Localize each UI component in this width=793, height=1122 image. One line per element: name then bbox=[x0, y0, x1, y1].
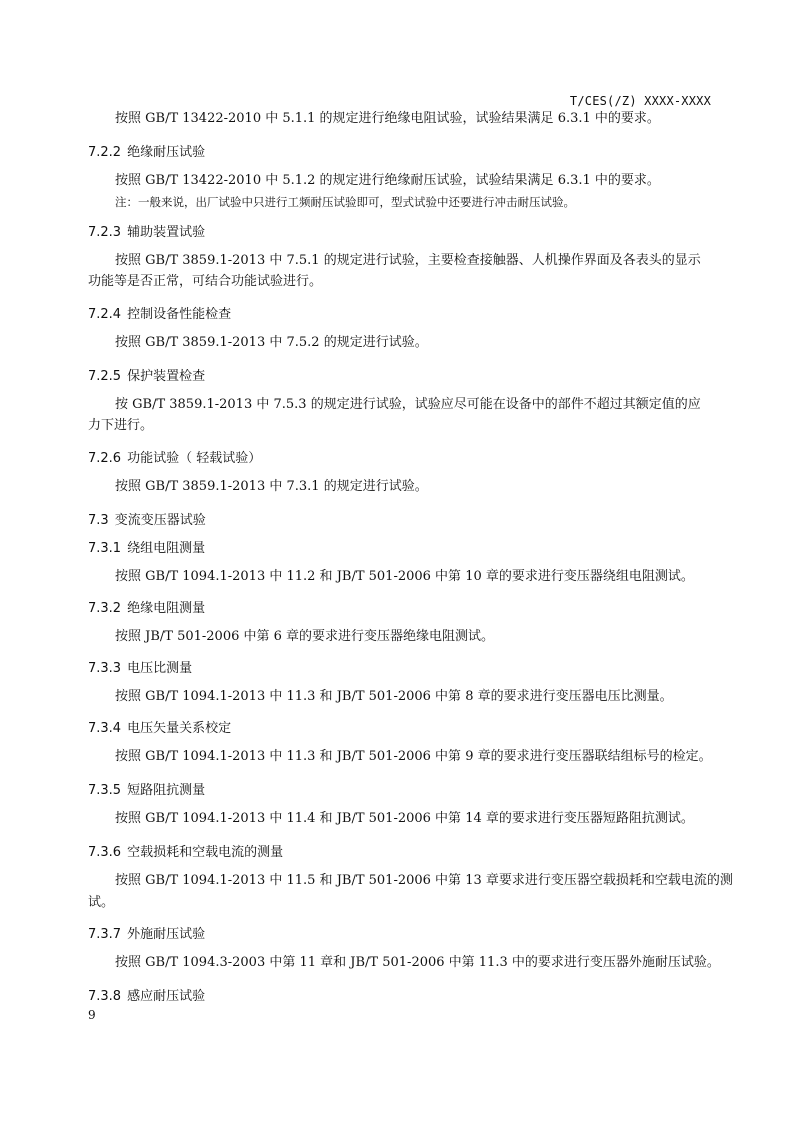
section-number: 7.3.7 bbox=[88, 927, 122, 942]
section-number: 7.3.2 bbox=[88, 601, 122, 616]
paragraph: 按照 GB/T 1094.3-2003 中第 11 章和 JB/T 501-2006 中第 11.3 中的要求进行变压器外施耐压试验。 bbox=[115, 955, 720, 970]
section-heading bbox=[88, 660, 192, 678]
section-heading bbox=[88, 512, 206, 530]
paragraph: 按照 GB/T 1094.1-2013 中 11.3 和 JB/T 501-2006 中第 9 章的要求进行变压器联结组标号的检定。 bbox=[115, 749, 712, 764]
section-heading bbox=[88, 450, 261, 468]
paragraph-continuation: 试。 bbox=[88, 895, 115, 910]
section-title: 变流变压器试验 bbox=[114, 513, 206, 528]
paragraph: 按照 GB/T 13422-2010 中 5.1.1 的规定进行绝缘电阻试验，试验结果满足 6.3.1 中的要求。 bbox=[115, 111, 660, 126]
section-heading bbox=[88, 540, 205, 558]
section-number: 7.3.5 bbox=[88, 783, 122, 798]
section-number: 7.3.3 bbox=[88, 661, 122, 676]
section-title: 电压矢量关系校定 bbox=[127, 721, 232, 736]
section-number: 7.2.4 bbox=[88, 307, 122, 322]
paragraph: 按照 GB/T 3859.1-2013 中 7.3.1 的规定进行试验。 bbox=[115, 479, 428, 494]
section-number: 7.2.3 bbox=[88, 225, 122, 240]
section-title: 感应耐压试验 bbox=[127, 989, 206, 1004]
section-title: 电压比测量 bbox=[127, 661, 193, 676]
paragraph: 按照 GB/T 3859.1-2013 中 7.5.2 的规定进行试验。 bbox=[115, 335, 428, 350]
paragraph-continuation: 功能等是否正常，可结合功能试验进行。 bbox=[88, 274, 323, 289]
paragraph: 按照 GB/T 3859.1-2013 中 7.5.1 的规定进行试验，主要检查接触器、人机操作界面及各表头的显示 bbox=[115, 253, 701, 268]
section-title: 短路阻抗测量 bbox=[127, 783, 206, 798]
section-heading bbox=[88, 600, 205, 618]
paragraph: 按照 GB/T 1094.1-2013 中 11.5 和 JB/T 501-2006 中第 13 章要求进行变压器空载损耗和空载电流的测 bbox=[115, 873, 733, 888]
paragraph: 按照 GB/T 13422-2010 中 5.1.2 的规定进行绝缘耐压试验，试验结果满足 6.3.1 中的要求。 bbox=[115, 173, 660, 188]
section-heading bbox=[88, 844, 283, 862]
note: 注：一般来说，出厂试验中只进行工频耐压试验即可，型式试验中还要进行冲击耐压试验。 bbox=[115, 195, 575, 209]
page-header: T/CES(/Z) XXXX-XXXX bbox=[569, 94, 711, 108]
section-heading bbox=[88, 224, 205, 242]
section-number: 7.3.1 bbox=[88, 541, 122, 556]
paragraph: 按照 JB/T 501-2006 中第 6 章的要求进行变压器绝缘电阻测试。 bbox=[115, 629, 495, 644]
section-number: 7.3.4 bbox=[88, 721, 122, 736]
section-number: 7.2.5 bbox=[88, 369, 122, 384]
section-title: 绝缘电阻测量 bbox=[127, 601, 206, 616]
section-title: 绝缘耐压试验 bbox=[127, 145, 206, 160]
section-number: 7.3.6 bbox=[88, 845, 122, 860]
section-title: 辅助装置试验 bbox=[127, 225, 206, 240]
section-title: 保护装置检查 bbox=[127, 369, 206, 384]
section-title: 绕组电阻测量 bbox=[127, 541, 206, 556]
paragraph: 按照 GB/T 1094.1-2013 中 11.4 和 JB/T 501-2006 中第 14 章的要求进行变压器短路阻抗测试。 bbox=[115, 811, 694, 826]
section-number: 7.2.6 bbox=[88, 451, 122, 466]
paragraph-continuation: 力下进行。 bbox=[88, 418, 154, 433]
section-heading bbox=[88, 306, 231, 324]
section-number: 7.3.8 bbox=[88, 989, 122, 1004]
section-heading bbox=[88, 926, 205, 944]
section-heading bbox=[88, 144, 205, 162]
section-number: 7.2.2 bbox=[88, 145, 122, 160]
section-heading bbox=[88, 782, 205, 800]
paragraph: 按照 GB/T 1094.1-2013 中 11.3 和 JB/T 501-2006 中第 8 章的要求进行变压器电压比测量。 bbox=[115, 689, 673, 704]
section-title: 控制设备性能检查 bbox=[127, 307, 232, 322]
section-heading bbox=[88, 368, 205, 386]
section-title: 空载损耗和空载电流的测量 bbox=[127, 845, 284, 860]
page-number: 9 bbox=[88, 1008, 96, 1022]
section-heading bbox=[88, 988, 205, 1006]
section-title: 外施耐压试验 bbox=[127, 927, 206, 942]
section-title: 功能试验（ 轻载试验） bbox=[127, 451, 262, 466]
section-number: 7.3 bbox=[88, 513, 109, 528]
paragraph: 按 GB/T 3859.1-2013 中 7.5.3 的规定进行试验，试验应尽可能在设备中的部件不超过其额定值的应 bbox=[115, 397, 701, 412]
paragraph: 按照 GB/T 1094.1-2013 中 11.2 和 JB/T 501-2006 中第 10 章的要求进行变压器绕组电阻测试。 bbox=[115, 569, 694, 584]
section-heading bbox=[88, 720, 231, 738]
